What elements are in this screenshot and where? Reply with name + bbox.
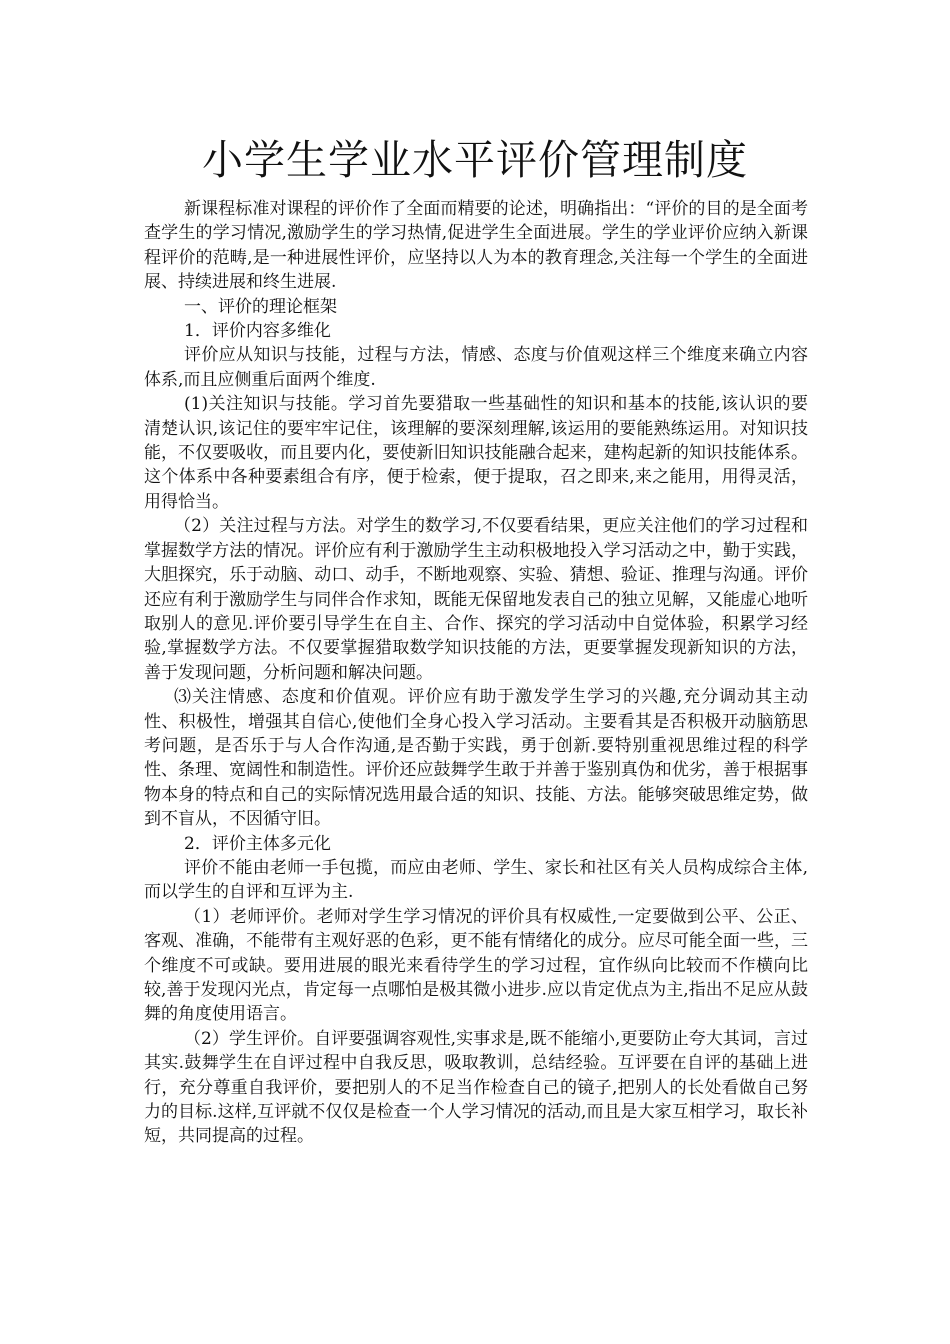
document-title: 小学生学业水平评价管理制度 bbox=[202, 136, 748, 184]
subheading-content-dimensions: 1．评价内容多维化 bbox=[184, 321, 331, 342]
paragraph-evaluators: 评价不能由老师一手包揽，而应由老师、学生、家长和社区有关人员构成综合主体,而以学生的自评和互评为主. bbox=[144, 857, 808, 903]
paragraph-teacher-evaluation: （1）老师评价。老师对学生学习情况的评价具有权威性,一定要做到公平、公正、客观、准确，不能带有主观好恶的色彩，更不能有情绪化的成分。应尽可能全面一些，三个维度不可或缺。要用进展的眼光来看待学生的学习过程，宜作纵向比较而不作横向比较,善于发现闪光点，肯定每一点哪怕是极其微小进步.应以肯定优点为主,指出不足应从鼓舞的角度使用语言。 bbox=[144, 906, 808, 1025]
paragraph-student-evaluation: （2）学生评价。自评要强调容观性,实事求是,既不能缩小,更要防止夸大其词，言过其实.鼓舞学生在自评过程中自我反思，吸取教训，总结经验。互评要在自评的基础上进行，充分尊重自我评价，要把别人的不足当作检查自己的镜子,把别人的长处看做自己努力的目标.这样,互评就不仅仅是检查一个人学习情况的活动,而且是大家互相学习，取长补短，共同提高的过程。 bbox=[144, 1028, 808, 1147]
paragraph-emotions-values: ⑶关注情感、态度和价值观。评价应有助于激发学生学习的兴趣,充分调动其主动性、积极性，增强其自信心,使他们全身心投入学习活动。主要看其是否积极开动脑筋思考问题，是否乐于与人合作沟通,是否勤于实践，勇于创新.要特别重视思维过程的科学性、条理、宽阔性和制造性。评价还应鼓舞学生敢于并善于鉴别真伪和优劣，善于根据事物本身的特点和自己的实际情况选用最合适的知识、技能、方法。能够突破思维定势，做到不盲从，不因循守旧。 bbox=[144, 687, 808, 830]
paragraph-dimensions: 评价应从知识与技能，过程与方法，情感、态度与价值观这样三个维度来确立内容体系,而且应侧重后面两个维度. bbox=[144, 345, 808, 390]
section-heading-framework: 一、评价的理论框架 bbox=[184, 296, 337, 317]
document-body bbox=[144, 197, 808, 1149]
paragraph-process-methods: （2）关注过程与方法。对学生的数学习,不仅要看结果，更应关注他们的学习过程和掌握数学方法的情况。评价应有利于激励学生主动积极地投入学习活动之中，勤于实践，大胆探究，乐于动脑、动口、动手，不断地观察、实验、猜想、验证、推理与沟通。评价还应有利于激励学生与同伴合作求知，既能无保留地发表自己的独立见解，又能虚心地听取别人的意见.评价要引导学生在自主、合作、探究的学习活动中自觉体验，积累学习经验,掌握数学方法。不仅要掌握猎取数学知识技能的方法，更要掌握发现新知识的方法，善于发现问题，分析问题和解决问题。 bbox=[144, 516, 808, 683]
subheading-evaluators: 2．评价主体多元化 bbox=[184, 833, 331, 854]
paragraph-intro: 新课程标准对课程的评价作了全面而精要的论述，明确指出：“评价的目的是全面考查学生的学习情况,激励学生的学习热情,促进学生全面进展。学生的学业评价应纳入新课程评价的范畴,是一种进展性评价，应坚持以人为本的教育理念,关注每一个学生的全面进展、持续进展和终生进展. bbox=[144, 199, 808, 293]
paragraph-knowledge-skills: (1)关注知识与技能。学习首先要猎取一些基础性的知识和基本的技能,该认识的要清楚认识,该记住的要牢牢记住，该理解的要深刻理解,该运用的要能熟练运用。对知识技能，不仅要吸收，而且要内化，要使新旧知识技能融合起来，建构起新的知识技能体系。这个体系中各种要素组合有序，便于检索，便于提取，召之即来,来之能用，用得灵活，用得恰当。 bbox=[144, 394, 808, 512]
